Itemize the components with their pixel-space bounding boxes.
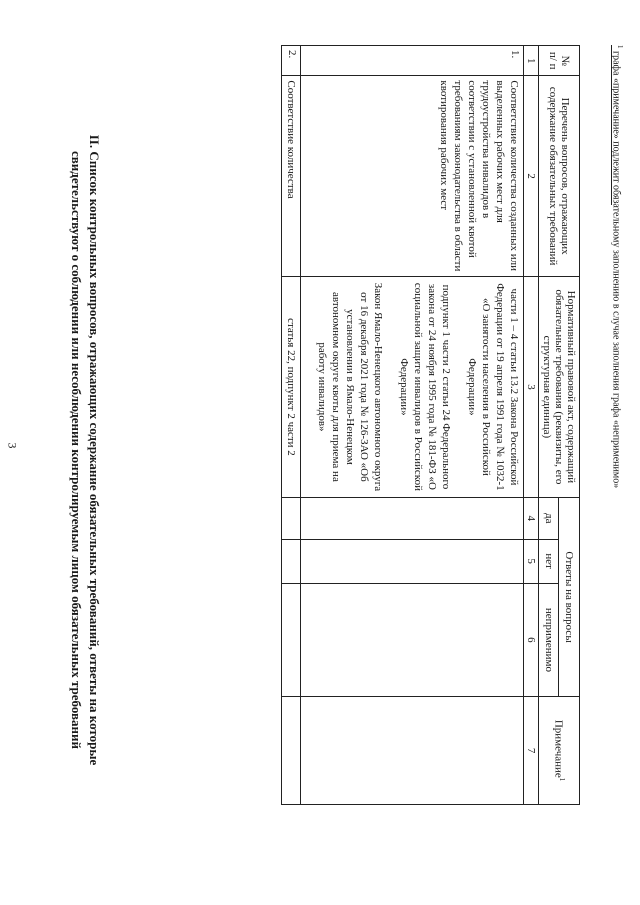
answer-na-cell[interactable] xyxy=(282,583,301,696)
col-index-4: 4 xyxy=(524,498,539,539)
row-num: 2. xyxy=(282,46,301,76)
header-answers: Ответы на вопросы xyxy=(559,498,580,697)
table-row xyxy=(301,46,524,805)
note-cell[interactable] xyxy=(301,697,524,805)
header-num: № п/ п xyxy=(539,46,580,76)
header-note-label: Примечание xyxy=(552,719,565,778)
col-index-5: 5 xyxy=(524,539,539,583)
col-index-6: 6 xyxy=(524,583,539,696)
row-legal-act xyxy=(301,276,524,497)
heading-line-1: II. Список контрольных вопросов, отражающих содержание обязательных требований, ответы на которые xyxy=(87,134,102,766)
table-row xyxy=(282,46,301,805)
col-index-3: 3 xyxy=(524,276,539,497)
legal-act-item: статья 22, подпункт 2 части 2 xyxy=(285,318,297,456)
footnote-sup: 1 xyxy=(616,45,624,49)
legal-act-item: части 1 – 4 статьи 13.2 Закона Российской Федерации от 19 апреля 1991 года № 1032-1 «О занятости населения в Российской Федерации» xyxy=(466,283,520,491)
footnote xyxy=(611,45,624,488)
header-no: нет xyxy=(539,539,560,583)
legal-act-item: подпункт 1 части 2 статьи 24 Федерального закона от 24 ноября 1995 года № 181-ФЗ «О социальной защите инвалидов в Российской Федерации» xyxy=(398,282,452,491)
header-note xyxy=(539,697,580,805)
requirements-table xyxy=(281,45,580,805)
answer-no-cell[interactable] xyxy=(282,539,301,583)
header-legal-act: Нормативный правовой акт, содержащий обязательные требования (реквизиты, его структурная единица) xyxy=(539,276,580,497)
section-heading xyxy=(67,70,103,830)
column-index-row xyxy=(524,46,539,805)
row-question: Соответствие количества xyxy=(282,76,301,276)
col-index-1: 1 xyxy=(524,46,539,76)
header-note-sup: 1 xyxy=(557,777,566,782)
answer-no-cell[interactable] xyxy=(301,539,524,583)
footnote-text: графа «примечание» подлежит обязательному заполнению в случае заполнения графа «неприменимо» xyxy=(610,51,622,489)
header-na: неприменимо xyxy=(539,583,560,696)
answer-yes-cell[interactable] xyxy=(282,498,301,539)
row-num: 1. xyxy=(301,46,524,76)
table-header-row xyxy=(559,46,580,805)
header-questions: Перечень вопросов, отражающих содержание обязательных требований xyxy=(539,76,580,276)
row-question: Соответствие количества созданных или выделенных рабочих мест для трудоустройства инвалидов в соответствии с установленной квотой требованиям законодательства в области квотирования рабочих мест xyxy=(301,76,524,276)
header-yes: да xyxy=(539,498,560,539)
legal-act-item: Закон Ямало-Ненецкого автономного округа от 16 декабря 2021 года № 126-ЗАО «Об установлении в Ямало-Ненецком автономном округе квоты для приема на работу инвалидов» xyxy=(316,282,384,492)
col-index-2: 2 xyxy=(524,76,539,276)
heading-line-2: свидетельствуют о соблюдении или несоблюдении контролируемым лицом обязательных требований xyxy=(69,151,84,749)
page-number: 3 xyxy=(5,442,20,449)
note-cell[interactable] xyxy=(282,697,301,805)
row-legal-act xyxy=(282,276,301,497)
col-index-7: 7 xyxy=(524,697,539,805)
answer-na-cell[interactable] xyxy=(301,583,524,696)
answer-yes-cell[interactable] xyxy=(301,498,524,539)
